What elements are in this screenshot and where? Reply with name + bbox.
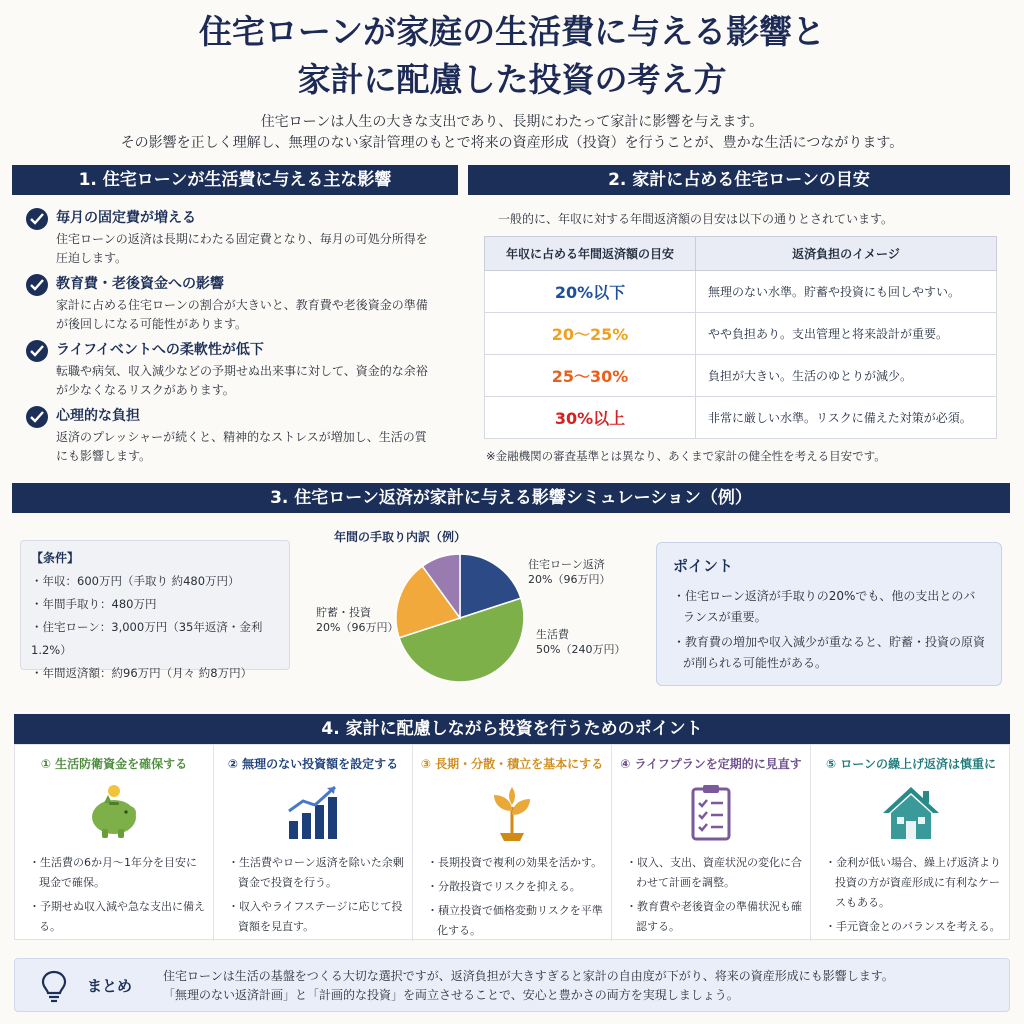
pie-chart-title: 年間の手取り内訳（例） [334,530,467,544]
pie-slice-value: 20%（96万円） [528,573,611,586]
tip-text [626,853,802,941]
tip-heading: ③ 長期・分散・積立を基本にする [420,757,604,771]
tip-heading: ④ ライフプランを定期的に見直す [620,757,802,771]
tip-column [214,745,413,941]
condition-item: ・年収：600万円（手取り 約480万円） [31,574,240,588]
pie-slice-label: 貯蓄・投資 [316,606,371,619]
pie-slice-label: 生活費 [536,628,569,641]
tip-item: ・生活費やローン返済を除いた余剰資金で投資を行う。 [228,856,404,889]
summary-box [14,958,1010,1012]
section2-header: 2. 家計に占める住宅ローンの目安 [468,165,1010,195]
guideline-footnote: ※金融機関の審査基準とは異なり、あくまで家計の健全性を考える目安です。 [486,449,886,463]
conditions-title: 【条件】 [31,551,80,565]
section1-header: 1. 住宅ローンが生活費に与える主な影響 [12,165,458,195]
sprout-icon [480,781,544,845]
ratio-level: 30%以上 [485,397,696,439]
point-item: ・教育費の増加や収入減少が重なると、貯蓄・投資の原資が削られる可能性がある。 [673,635,986,670]
table-header-ratio: 年収に占める年間返済額の目安 [485,237,696,271]
tip-text [228,853,404,941]
pie-slice-value: 20%（96万円） [316,621,399,634]
tip-heading: ⑤ ローンの繰上げ返済は慎重に [825,757,997,771]
title-line-2: 家計に配慮した投資の考え方 [297,60,727,99]
summary-label: まとめ [87,977,133,995]
tips-panel [14,744,1010,940]
tip-heading: ② 無理のない投資額を設定する [227,757,399,771]
tip-item: ・手元資金とのバランスを考える。 [825,920,1001,933]
burden-description: 非常に厳しい水準。リスクに備えた対策が必須。 [696,397,997,439]
impact-heading: 教育費・老後資金への影響 [56,276,224,292]
tip-item: ・長期投資で複利の効果を活かす。 [427,856,603,869]
tip-item: ・収入やライフステージに応じて投資額を見直す。 [228,900,403,933]
intro-text [0,112,1024,154]
ratio-level: 20%以下 [485,271,696,313]
pie-slice-label: 住宅ローン返済 [528,558,605,571]
guideline-table [484,236,997,439]
burden-description: 無理のない水準。貯蓄や投資にも回しやすい。 [696,271,997,313]
table-header-image: 返済負担のイメージ [696,237,997,271]
title-line-1: 住宅ローンが家庭の生活費に与える影響と [198,12,826,51]
impact-heading: 心理的な負担 [56,408,140,424]
tip-item: ・予期せぬ収入減や急な支出に備える。 [29,900,205,933]
tip-column [612,745,811,941]
tip-heading: ① 生活防衛資金を確保する [40,757,188,771]
checklist-icon [679,781,743,845]
check-icon [26,406,48,428]
tip-item: ・分散投資でリスクを抑える。 [427,880,581,893]
table-row [485,355,997,397]
house-icon [879,781,943,845]
section3-header: 3. 住宅ローン返済が家計に与える影響シミュレーション（例） [12,483,1010,513]
tip-text [29,853,205,941]
condition-item: ・年間返済額：約96万円（月々 約8万円） [31,666,253,680]
point-box [656,542,1002,686]
table-row [485,271,997,313]
intro-line-1: 住宅ローンは人生の大きな支出であり、長期にわたって家計に影響を与えます。 [260,114,764,130]
tip-column [15,745,214,941]
summary-text [163,967,894,1005]
check-icon [26,208,48,230]
bar-chart-icon [281,781,345,845]
tip-item: ・積立投資で価格変動リスクを平準化する。 [427,904,603,937]
condition-item: ・年間手取り：480万円 [31,597,157,611]
piggy-bank-icon [82,781,146,845]
intro-line-2: その影響を正しく理解し、無理のない家計管理のもとで将来の資産形成（投資）を行うことが、豊かな生活につながります。 [120,135,904,151]
burden-description: 負担が大きい。生活のゆとりが減少。 [696,355,997,397]
table-row [485,397,997,439]
impact-text: 家計に占める住宅ローンの割合が大きいと、教育費や老後資金の準備が後回しになる可能性があります。 [56,298,428,331]
summary-line-1: 住宅ローンは生活の基盤をつくる大切な選択ですが、返済負担が大きすぎると家計の自由度が下がり、将来の資産形成にも影響します。 [163,969,894,983]
check-icon [26,340,48,362]
impact-heading: 毎月の固定費が増える [56,210,196,226]
tip-column [811,745,1011,941]
tip-item: ・収入、支出、資産状況の変化に合わせて計画を調整。 [626,856,802,889]
impact-text: 住宅ローンの返済は長期にわたる固定費となり、毎月の可処分所得を圧迫します。 [56,232,428,265]
pie-slice-value: 50%（240万円） [536,643,626,656]
tip-text [427,853,603,945]
section1-panel [12,194,458,466]
conditions-box [20,540,290,680]
point-item: ・住宅ローン返済が手取りの20%でも、他の支出とのバランスが重要。 [673,589,976,624]
tip-text [825,853,1003,941]
impact-text: 返済のプレッシャーが続くと、精神的なストレスが増加し、生活の質にも影響します。 [56,430,427,463]
pie-chart [300,546,640,696]
ratio-level: 25〜30% [485,355,696,397]
ratio-level: 20〜25% [485,313,696,355]
check-icon [26,274,48,296]
summary-line-2: 「無理のない返済計画」と「計画的な投資」を両立させることで、安心と豊かさの両方を実現しましょう。 [163,988,739,1002]
table-row [485,313,997,355]
lightbulb-icon [39,969,69,1003]
point-title: ポイント [673,557,734,575]
impact-text: 転職や病気、収入減少などの予期せぬ出来事に対して、資金的な余裕が少なくなるリスクがあります。 [56,364,428,397]
section4-header: 4. 家計に配慮しながら投資を行うためのポイント [14,714,1010,744]
tip-column [413,745,612,941]
tip-item: ・生活費の6か月〜1年分を目安に現金で確保。 [29,856,197,889]
impact-heading: ライフイベントへの柔軟性が低下 [56,342,264,358]
condition-item: ・住宅ローン：3,000万円（35年返済・金利1.2%） [31,620,263,657]
burden-description: やや負担あり。支出管理と将来設計が重要。 [696,313,997,355]
page-title [0,8,1024,104]
tip-item: ・金利が低い場合、繰上げ返済より投資の方が資産形成に有利なケースもある。 [825,856,1001,909]
tip-item: ・教育費や老後資金の準備状況も確認する。 [626,900,802,933]
guideline-intro: 一般的に、年収に対する年間返済額の目安は以下の通りとされています。 [498,212,894,226]
